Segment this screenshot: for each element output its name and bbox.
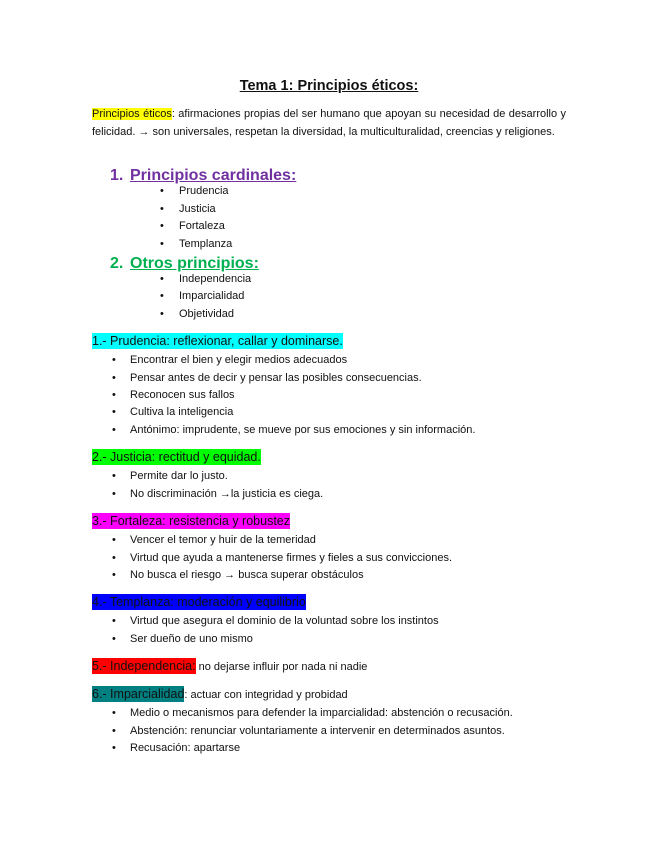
section-heading-templanza [92,594,306,611]
list-item-text: Prudencia [179,185,229,197]
section-heading-text: 4.- Templanza: moderación y equilibrio [92,595,306,609]
bullet-item: • Permite dar lo justo. [112,470,228,482]
list-item-text: Justicia [179,203,216,215]
section-heading-text: 5.- Independencia: [92,659,196,673]
section-heading-imparcialidad [92,686,348,704]
bullet-text: Medio o mecanismos para defender la imparcialidad: abstención o recusación. [130,707,513,719]
section-heading-text: 3.- Fortaleza: resistencia y robustez [92,514,290,528]
intro-paragraph [92,106,566,141]
bullet-item: • Virtud que asegura el dominio de la voluntad sobre los instintos [112,615,439,627]
list-item: • Prudencia [160,185,229,197]
bullet-text: Encontrar el bien y elegir medios adecuados [130,354,348,366]
numbered-index: 1. [110,167,124,184]
bullet-text: Antónimo: imprudente, se mueve por sus emociones y sin información. [130,424,476,436]
section-heading-justicia [92,449,261,466]
bullet-item: • Abstención: renunciar voluntariamente a intervenir en determinados asuntos. [112,725,505,737]
section-heading-rest: : actuar con integridad y probidad [184,689,348,701]
list-item-text: Independencia [179,273,252,285]
list-item: • Fortaleza [160,220,225,232]
list-item: • Objetividad [160,308,235,320]
section-heading-text: 6.- Imparcialidad [92,687,185,701]
bullet-item: • Antónimo: imprudente, se mueve por sus emociones y sin información. [112,424,476,436]
bullet-text: Ser dueño de uno mismo [130,633,253,645]
bullet-item: • Vencer el temor y huir de la temeridad [112,534,316,546]
list-item: • Templanza [160,238,233,250]
numbered-item [110,255,259,273]
bullet-text: Vencer el temor y huir de la temeridad [130,534,316,546]
bullet-text: Reconocen sus fallos [130,389,235,401]
bullet-item: • No discriminación →la justicia es ciega. [112,488,324,500]
numbered-index: 2. [110,255,124,272]
list-item-text: Fortaleza [179,220,225,232]
bullet-text: No busca el riesgo → busca superar obstáculos [130,569,364,581]
bullet-text: Virtud que ayuda a mantenerse firmes y fieles a sus convicciones. [130,552,453,564]
list-item: • Imparcialidad [160,290,245,302]
bullet-item: • Virtud que ayuda a mantenerse firmes y fieles a sus convicciones. [112,552,453,564]
bullet-item: • No busca el riesgo → busca superar obstáculos [112,569,364,581]
section-heading-independencia [92,658,367,676]
bullet-text: Recusación: apartarse [130,742,241,754]
list-item: • Justicia [160,203,216,215]
bullet-text: Virtud que asegura el dominio de la voluntad sobre los instintos [130,615,439,627]
list-item-text: Imparcialidad [179,290,245,302]
list-item-text: Templanza [179,238,233,250]
bullet-item: • Recusación: apartarse [112,742,241,754]
bullet-item: • Medio o mecanismos para defender la imparcialidad: abstención o recusación. [112,707,513,719]
section-heading-text: 2.- Justicia: rectitud y equidad. [92,450,261,464]
page-title: Tema 1: Principios éticos: [239,78,419,94]
numbered-item [110,167,296,185]
bullet-item: • Reconocen sus fallos [112,389,235,401]
intro-text: : afirmaciones propias del ser humano que apoyan su necesidad de desarrollo y felicidad. → son universales, respetan la diversidad, la multiculturalidad, creencias y religiones. [92,108,567,138]
list-item: • Independencia [160,273,252,285]
bullet-text: No discriminación →la justicia es ciega. [130,488,324,500]
bullet-text: Permite dar lo justo. [130,470,228,482]
section-heading-prudencia [92,333,343,350]
numbered-label: Principios cardinales: [130,167,297,184]
bullet-text: Cultiva la inteligencia [130,406,234,418]
bullet-item: • Encontrar el bien y elegir medios adecuados [112,354,348,366]
list-item-text: Objetividad [179,308,235,320]
intro-term: Principios éticos [92,108,172,120]
bullet-item: • Ser dueño de uno mismo [112,633,253,645]
bullet-text: Abstención: renunciar voluntariamente a intervenir en determinados asuntos. [130,725,505,737]
numbered-label: Otros principios: [130,255,259,272]
bullet-item: • Cultiva la inteligencia [112,406,234,418]
section-heading-rest: no dejarse influir por nada ni nadie [195,661,368,673]
bullet-text: Pensar antes de decir y pensar las posibles consecuencias. [130,372,422,384]
section-heading-fortaleza [92,513,290,530]
section-heading-text: 1.- Prudencia: reflexionar, callar y dominarse. [92,334,343,348]
bullet-item: • Pensar antes de decir y pensar las posibles consecuencias. [112,372,422,384]
